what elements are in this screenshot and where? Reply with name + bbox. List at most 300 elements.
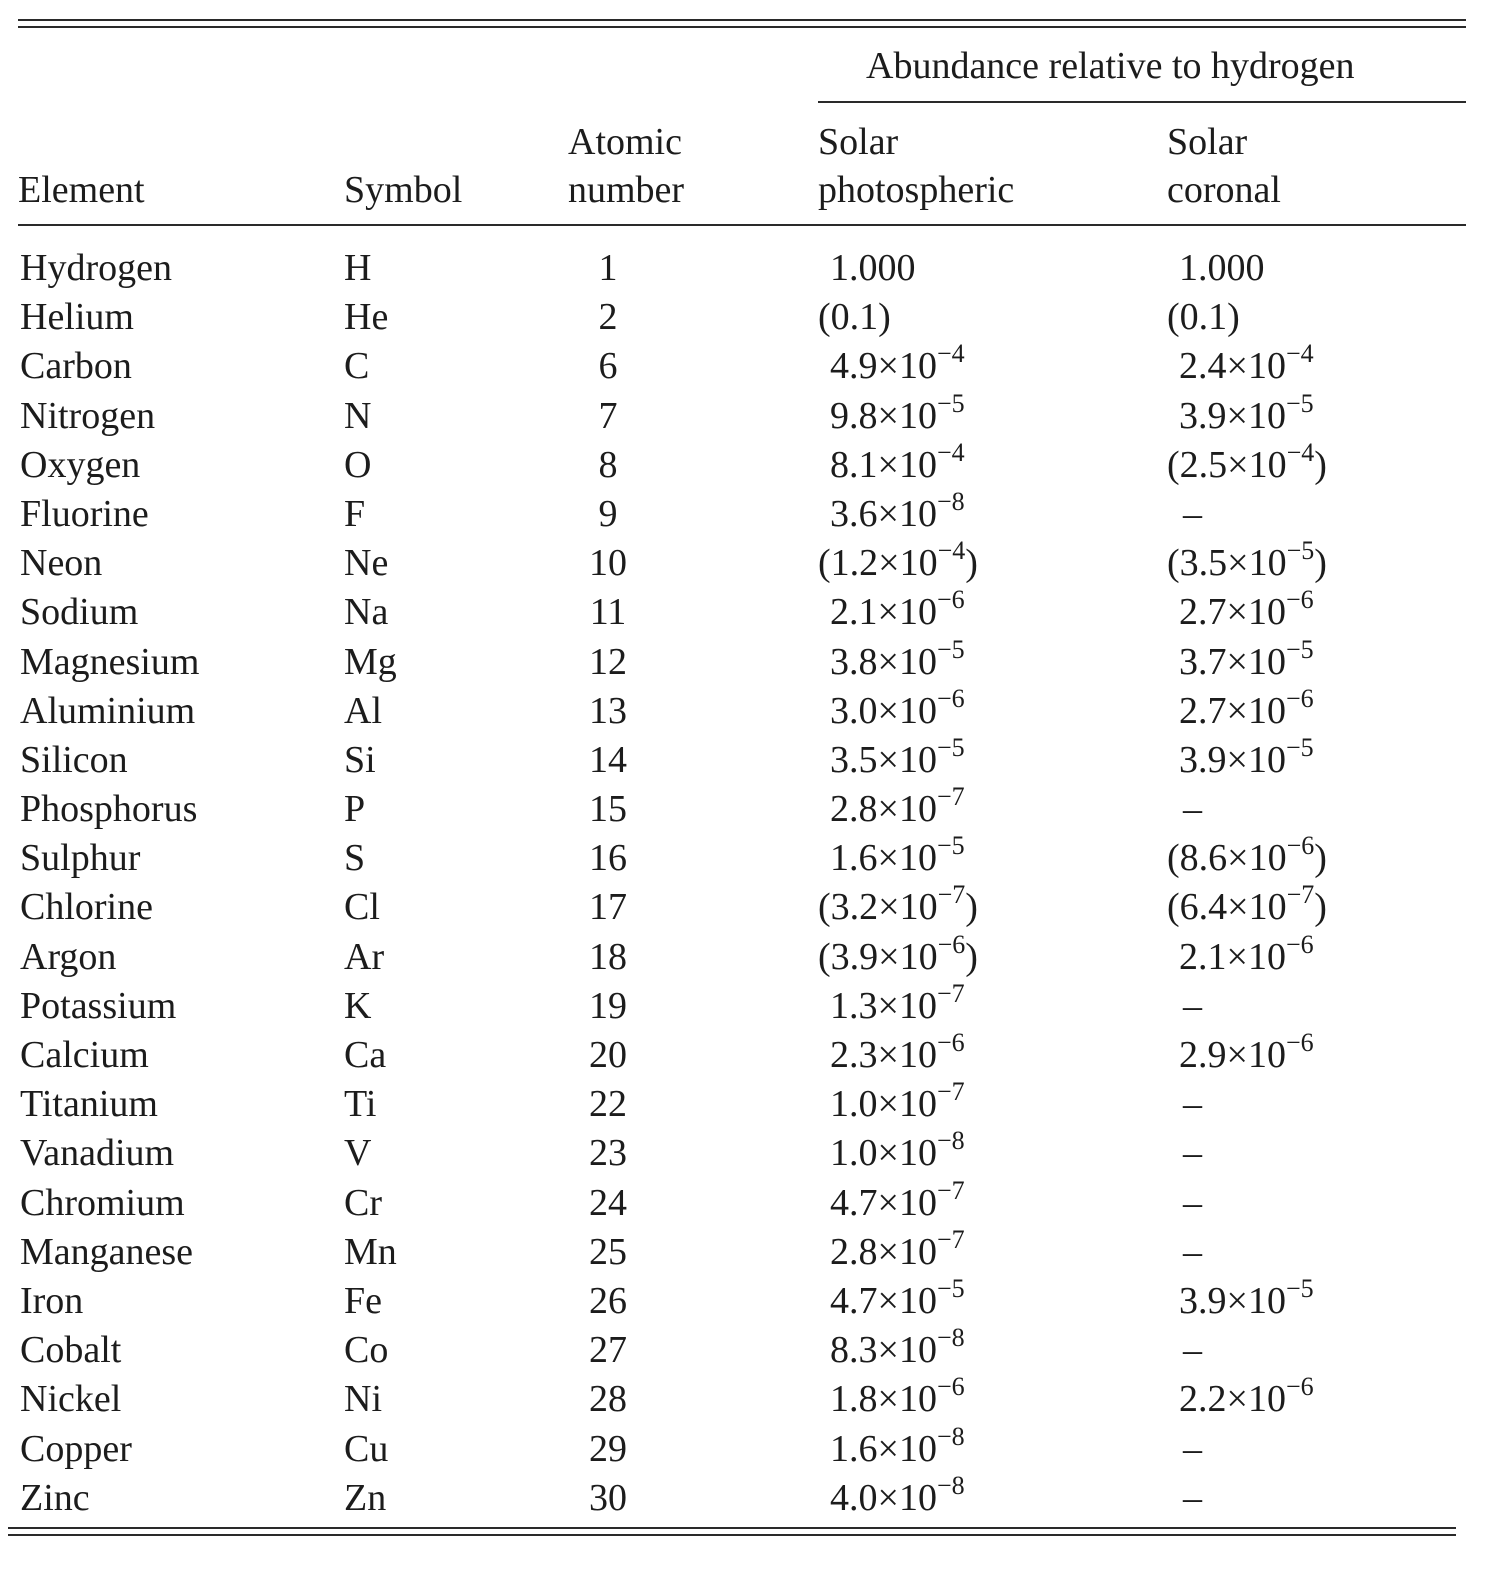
element-name: Aluminium [20, 689, 196, 732]
coronal-abundance [1167, 929, 1314, 982]
times-sign: × [877, 1476, 899, 1519]
base-ten: 10 [898, 1181, 937, 1224]
exponent: −8 [936, 1421, 965, 1451]
mantissa: 3.9 [1179, 738, 1227, 781]
base-ten: 10 [898, 1034, 937, 1076]
times-sign: × [878, 935, 900, 978]
top-double-rule [18, 19, 1466, 28]
missing-value: – [1183, 788, 1202, 831]
coronal-abundance [1167, 683, 1314, 736]
exponent: −5 [1285, 1273, 1314, 1303]
times-sign: × [877, 1427, 899, 1470]
mantissa: 3.0 [830, 689, 878, 732]
exponent: −6 [1285, 1372, 1314, 1402]
coronal-abundance [1167, 1425, 1202, 1474]
atomic-number: 27 [589, 1329, 627, 1372]
exponent: −5 [1285, 388, 1314, 418]
table-body [18, 244, 1466, 1523]
table-row [18, 782, 1466, 834]
element-name: Nickel [20, 1378, 122, 1421]
exponent: −6 [936, 1372, 965, 1402]
base-ten: 10 [898, 443, 937, 486]
table-row [18, 1323, 1466, 1375]
atomic-number: 12 [589, 640, 627, 683]
exponent: −7 [1286, 880, 1315, 910]
column-header-photospheric-line2: photospheric [818, 169, 1015, 211]
mantissa: 2.8 [830, 1230, 878, 1273]
table-row [18, 732, 1466, 785]
photospheric-abundance [818, 1028, 965, 1080]
column-header-coronal-line1: Solar [1167, 121, 1248, 163]
exponent: −8 [936, 486, 965, 516]
column-header-photospheric [818, 118, 1014, 214]
column-header-atomic-number [568, 118, 684, 214]
photospheric-abundance [818, 1323, 965, 1375]
missing-value: – [1183, 1329, 1202, 1372]
table-row [18, 244, 1466, 293]
base-ten: 10 [1247, 394, 1286, 437]
base-ten: 10 [1248, 837, 1287, 880]
coronal-abundance [1167, 634, 1314, 687]
mantissa: 3.7 [1179, 640, 1227, 683]
atomic-number: 18 [589, 935, 627, 978]
times-sign: × [877, 689, 899, 732]
photospheric-abundance [818, 831, 965, 883]
photospheric-abundance [818, 1224, 965, 1277]
base-ten: 10 [898, 788, 937, 831]
mantissa: 4.7 [830, 1279, 878, 1322]
base-ten: 10 [898, 640, 937, 683]
times-sign: × [877, 1230, 899, 1273]
element-symbol: O [344, 443, 372, 486]
times-sign: × [877, 984, 899, 1027]
table-row [18, 1273, 1466, 1326]
header-rule [18, 224, 1466, 226]
times-sign: × [877, 1279, 899, 1322]
exponent: −6 [1285, 585, 1314, 615]
element-symbol: Zn [344, 1476, 387, 1519]
coronal-abundance [1167, 293, 1240, 342]
element-name: Potassium [20, 984, 177, 1027]
photospheric-abundance [818, 978, 965, 1031]
exponent: −5 [936, 831, 965, 861]
coronal-abundance [1167, 1080, 1202, 1129]
table-row [18, 929, 1466, 982]
exponent: −7 [936, 1077, 965, 1107]
exponent: −4 [936, 437, 965, 467]
base-ten: 10 [898, 1329, 937, 1372]
coronal-abundance [1167, 585, 1314, 637]
mantissa: 0.1 [1179, 296, 1228, 339]
times-sign: × [1226, 640, 1248, 683]
mantissa: 2.8 [830, 788, 878, 831]
times-sign: × [877, 1378, 899, 1421]
mantissa: 1.8 [830, 1378, 878, 1421]
coronal-abundance [1167, 1129, 1202, 1178]
table-row [18, 978, 1466, 1031]
coronal-abundance [1167, 536, 1327, 588]
atomic-number: 29 [589, 1427, 627, 1470]
base-ten: 10 [899, 542, 938, 585]
coronal-abundance [1167, 388, 1314, 441]
table-row [18, 831, 1466, 883]
base-ten: 10 [1247, 1034, 1286, 1076]
base-ten: 10 [1247, 935, 1286, 978]
exponent: −8 [936, 1323, 965, 1353]
times-sign: × [877, 492, 899, 535]
missing-value: – [1183, 1476, 1202, 1519]
mantissa: 2.1 [830, 591, 878, 634]
element-symbol: Ne [344, 542, 389, 585]
element-symbol: Fe [344, 1279, 382, 1322]
photospheric-abundance [818, 536, 978, 588]
base-ten: 10 [898, 738, 937, 781]
paren-close: ) [1314, 443, 1327, 486]
base-ten: 10 [1247, 1279, 1286, 1322]
coronal-abundance [1167, 831, 1327, 883]
table-row [18, 437, 1466, 490]
base-ten: 10 [1247, 640, 1286, 683]
paren-open: ( [1167, 443, 1180, 486]
mantissa: 2.1 [1179, 935, 1227, 978]
base-ten: 10 [1248, 542, 1287, 585]
photospheric-abundance [818, 929, 978, 982]
atomic-number: 8 [598, 443, 618, 486]
base-ten: 10 [898, 1279, 937, 1322]
times-sign: × [1226, 935, 1248, 978]
times-sign: × [877, 1181, 899, 1224]
coronal-abundance [1167, 982, 1202, 1031]
exponent: −5 [1285, 634, 1314, 664]
photospheric-abundance [818, 1175, 965, 1228]
coronal-abundance [1167, 785, 1202, 834]
paren-open: ( [818, 886, 831, 929]
times-sign: × [877, 1329, 899, 1372]
atomic-number: 11 [589, 591, 627, 634]
times-sign: × [1227, 837, 1249, 880]
times-sign: × [877, 345, 899, 388]
exponent: −5 [1285, 732, 1314, 762]
times-sign: × [1226, 394, 1248, 437]
base-ten: 10 [899, 886, 938, 929]
element-symbol: Co [344, 1329, 389, 1372]
bottom-double-rule [8, 1527, 1456, 1536]
photospheric-abundance [818, 1126, 965, 1178]
times-sign: × [877, 443, 899, 486]
times-sign: × [1227, 542, 1249, 585]
element-symbol: Ni [344, 1378, 382, 1421]
times-sign: × [1226, 738, 1248, 781]
element-symbol: S [344, 837, 366, 880]
group-header-abundance: Abundance relative to hydrogen [866, 45, 1355, 87]
paren-close: ) [878, 296, 891, 339]
times-sign: × [877, 788, 899, 831]
base-ten: 10 [898, 1427, 937, 1470]
group-header-rule [818, 101, 1466, 103]
photospheric-abundance [818, 388, 965, 441]
times-sign: × [1226, 689, 1248, 732]
atomic-number: 10 [589, 542, 627, 585]
coronal-abundance [1167, 1372, 1314, 1424]
exponent: −4 [1286, 437, 1315, 467]
column-header-coronal-line2: coronal [1167, 169, 1281, 211]
missing-value: – [1183, 1083, 1202, 1126]
column-header-atomic-number-line1: Atomic [568, 121, 682, 163]
column-header-coronal [1167, 118, 1281, 214]
coronal-abundance [1167, 1326, 1202, 1375]
exponent: −4 [936, 339, 965, 369]
missing-value: – [1183, 492, 1202, 535]
table-row [18, 293, 1466, 342]
coronal-abundance [1167, 880, 1327, 932]
mantissa: 2.7 [1179, 591, 1227, 634]
table-row [18, 486, 1466, 539]
atomic-number: 28 [589, 1378, 627, 1421]
times-sign: × [877, 394, 899, 437]
mantissa: 3.2 [830, 886, 879, 929]
mantissa: 3.5 [1179, 542, 1228, 585]
table-row [18, 1028, 1466, 1080]
base-ten: 10 [1247, 689, 1286, 732]
coronal-abundance [1167, 1179, 1202, 1228]
mantissa: 1.6 [830, 1427, 878, 1470]
photospheric-abundance [818, 437, 965, 490]
element-name: Chlorine [20, 886, 153, 929]
element-symbol: Cl [344, 886, 380, 929]
exponent: −5 [1286, 536, 1315, 566]
base-ten: 10 [1247, 345, 1286, 388]
base-ten: 10 [898, 837, 937, 880]
atomic-number: 7 [598, 394, 618, 437]
missing-value: – [1183, 1181, 1202, 1224]
base-ten: 10 [899, 935, 938, 978]
base-ten: 10 [898, 1132, 937, 1175]
coronal-abundance [1167, 437, 1327, 490]
missing-value: – [1183, 1427, 1202, 1470]
base-ten: 10 [1247, 1378, 1286, 1421]
mantissa: 1.0 [830, 1083, 878, 1126]
photospheric-abundance [818, 1077, 965, 1129]
element-name: Copper [20, 1427, 132, 1470]
element-symbol: Na [344, 591, 389, 634]
photospheric-abundance [818, 293, 891, 342]
atomic-number: 1 [598, 247, 618, 289]
exponent: −5 [936, 732, 965, 762]
element-name: Oxygen [20, 443, 141, 486]
element-name: Silicon [20, 738, 128, 781]
table-row [18, 388, 1466, 441]
base-ten: 10 [898, 345, 937, 388]
paren-close: ) [965, 542, 978, 585]
base-ten: 10 [898, 492, 937, 535]
element-symbol: C [344, 345, 370, 388]
mantissa: 3.9 [830, 935, 879, 978]
times-sign: × [877, 640, 899, 683]
paren-open: ( [1167, 886, 1180, 929]
element-name: Argon [20, 935, 117, 978]
atomic-number: 23 [589, 1132, 627, 1175]
element-name: Fluorine [20, 492, 149, 535]
element-symbol: Mg [344, 640, 397, 683]
times-sign: × [1226, 1034, 1248, 1076]
table-row [18, 536, 1466, 588]
atomic-number: 15 [589, 788, 627, 831]
element-symbol: Ca [344, 1034, 387, 1076]
atomic-number: 13 [589, 689, 627, 732]
mantissa: 1.0 [830, 1132, 878, 1175]
coronal-abundance [1167, 1273, 1314, 1326]
element-symbol: He [344, 296, 389, 339]
mantissa: 8.1 [830, 443, 878, 486]
element-symbol: Cu [344, 1427, 389, 1470]
element-symbol: N [344, 394, 372, 437]
exponent: −7 [937, 880, 966, 910]
base-ten: 10 [1248, 443, 1287, 486]
exponent: −5 [936, 388, 965, 418]
atomic-number: 25 [589, 1230, 627, 1273]
element-symbol: P [344, 788, 366, 831]
atomic-number: 24 [589, 1181, 627, 1224]
mantissa: 8.3 [830, 1329, 878, 1372]
paren-open: ( [818, 542, 831, 585]
element-symbol: H [344, 247, 372, 289]
missing-value: – [1183, 984, 1202, 1027]
mantissa: 3.9 [1179, 394, 1227, 437]
photospheric-abundance [818, 1273, 965, 1326]
table-row [18, 1372, 1466, 1424]
exponent: −6 [1285, 683, 1314, 713]
table-row [18, 1077, 1466, 1129]
times-sign: × [877, 591, 899, 634]
base-ten: 10 [898, 689, 937, 732]
table-row [18, 1126, 1466, 1178]
exponent: −5 [936, 1273, 965, 1303]
base-ten: 10 [898, 984, 937, 1027]
times-sign: × [877, 1132, 899, 1175]
mantissa: 2.4 [1179, 345, 1227, 388]
table-row [18, 1224, 1466, 1277]
element-symbol: K [344, 984, 372, 1027]
atomic-number: 19 [589, 984, 627, 1027]
table-row [18, 634, 1466, 687]
exponent: −4 [937, 536, 966, 566]
mantissa: 1.000 [1179, 247, 1265, 289]
element-symbol: Ar [344, 935, 385, 978]
paren-close: ) [965, 935, 978, 978]
element-name: Hydrogen [20, 247, 172, 289]
base-ten: 10 [1247, 591, 1286, 634]
missing-value: – [1183, 1230, 1202, 1273]
base-ten: 10 [898, 394, 937, 437]
element-name: Calcium [20, 1034, 149, 1076]
paren-open: ( [1167, 542, 1180, 585]
atomic-number: 22 [589, 1083, 627, 1126]
mantissa: 1.6 [830, 837, 878, 880]
element-name: Helium [20, 296, 134, 339]
mantissa: 8.6 [1179, 837, 1228, 880]
coronal-abundance [1167, 490, 1202, 539]
photospheric-abundance [818, 339, 965, 391]
times-sign: × [1226, 345, 1248, 388]
element-symbol: Mn [344, 1230, 397, 1273]
times-sign: × [1226, 1378, 1248, 1421]
exponent: −7 [936, 978, 965, 1008]
times-sign: × [1226, 1279, 1248, 1322]
element-name: Manganese [20, 1230, 194, 1273]
times-sign: × [877, 837, 899, 880]
element-symbol: Al [344, 689, 382, 732]
element-symbol: Cr [344, 1181, 382, 1224]
mantissa: 3.9 [1179, 1279, 1227, 1322]
mantissa: 9.8 [830, 394, 878, 437]
coronal-abundance [1167, 339, 1314, 391]
element-name: Vanadium [20, 1132, 175, 1175]
element-name: Cobalt [20, 1329, 122, 1372]
coronal-abundance [1167, 1028, 1314, 1080]
base-ten: 10 [1248, 886, 1287, 929]
exponent: −4 [1285, 339, 1314, 369]
exponent: −7 [936, 782, 965, 812]
atomic-number: 20 [589, 1034, 627, 1076]
element-name: Titanium [20, 1083, 158, 1126]
exponent: −7 [936, 1224, 965, 1254]
paren-close: ) [1227, 296, 1240, 339]
photospheric-abundance [818, 1372, 965, 1424]
times-sign: × [1227, 886, 1249, 929]
photospheric-abundance [818, 486, 965, 539]
element-symbol: F [344, 492, 366, 535]
table-row [18, 880, 1466, 932]
photospheric-abundance [818, 880, 978, 932]
mantissa: 2.7 [1179, 689, 1227, 732]
base-ten: 10 [1247, 738, 1286, 781]
column-header-symbol: Symbol [344, 169, 463, 211]
base-ten: 10 [898, 1476, 937, 1519]
coronal-abundance [1167, 1474, 1202, 1523]
missing-value: – [1183, 1132, 1202, 1175]
exponent: −8 [936, 1470, 965, 1500]
element-name: Sodium [20, 591, 139, 634]
element-symbol: V [344, 1132, 372, 1175]
table-row [18, 1421, 1466, 1474]
photospheric-abundance [818, 585, 965, 637]
column-header-element: Element [18, 169, 145, 211]
times-sign: × [1226, 591, 1248, 634]
coronal-abundance [1167, 732, 1314, 785]
mantissa: 0.1 [830, 296, 879, 339]
table-row [18, 339, 1466, 391]
atomic-number: 2 [598, 296, 618, 339]
atomic-number: 30 [589, 1476, 627, 1519]
mantissa: 1.2 [830, 542, 879, 585]
element-symbol: Si [344, 738, 376, 781]
times-sign: × [878, 542, 900, 585]
paren-open: ( [818, 296, 831, 339]
atomic-number: 14 [589, 738, 627, 781]
paren-close: ) [1314, 837, 1327, 880]
paren-open: ( [1167, 837, 1180, 880]
photospheric-abundance [818, 1421, 965, 1474]
coronal-abundance [1167, 244, 1265, 293]
exponent: −8 [936, 1126, 965, 1156]
times-sign: × [877, 1083, 899, 1126]
mantissa: 2.9 [1179, 1034, 1227, 1076]
coronal-abundance [1167, 1228, 1202, 1277]
element-name: Nitrogen [20, 394, 156, 437]
photospheric-abundance [818, 1470, 965, 1523]
times-sign: × [1227, 443, 1249, 486]
table-row [18, 1175, 1466, 1228]
